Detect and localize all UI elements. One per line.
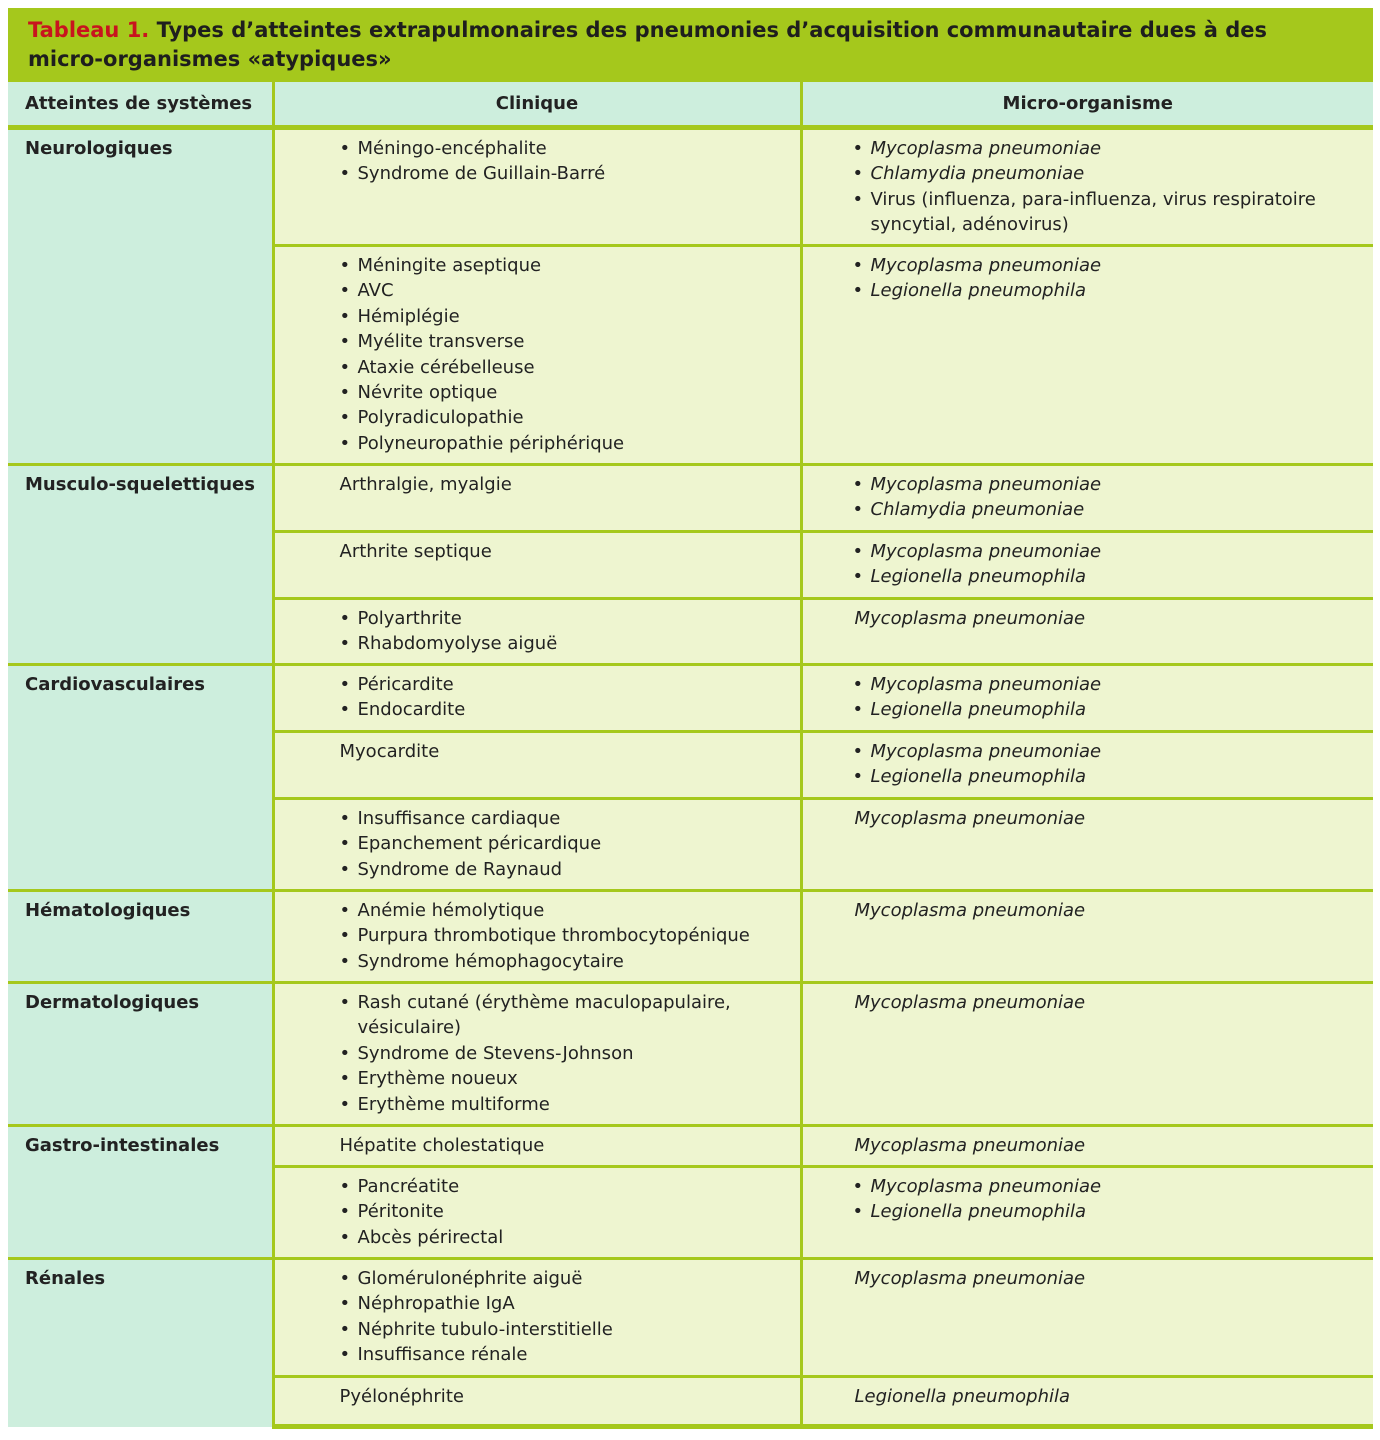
clinique-list: [340, 672, 800, 723]
list-item: • Péricardite: [340, 672, 800, 697]
list-item: [853, 564, 1374, 589]
list-item: • Méningite aseptique: [340, 253, 800, 278]
micro-organisme-cell: [801, 799, 1373, 891]
list-item: [853, 161, 1374, 186]
list-item: • Anémie hémolytique: [340, 898, 800, 923]
list-item: • Erythème multiforme: [340, 1092, 800, 1117]
clinique-cell: [273, 983, 801, 1126]
data-table: [8, 82, 1373, 1429]
table-figure: [8, 8, 1373, 1429]
clinique-list: [340, 136, 800, 187]
clinique-cell: Arthralgie, myalgie: [273, 465, 801, 532]
table-row: [8, 1126, 1373, 1167]
header-systemes: Atteintes de systèmes: [8, 82, 273, 128]
organism-name: Legionella pneumophila: [870, 1201, 1087, 1223]
title-text-line1: Types d’atteintes extrapulmonaires des pneumonies d’acquisition communautaire dues à des: [156, 18, 1268, 42]
clinique-list: [340, 1266, 800, 1368]
table-row: [8, 665, 1373, 732]
list-item: • Insuffisance cardiaque: [340, 806, 800, 831]
micro-organisme-cell: [801, 891, 1373, 983]
list-item: • AVC: [340, 278, 800, 303]
micro-organisme-list: [853, 739, 1374, 790]
micro-organisme-cell: [801, 532, 1373, 599]
list-item: • Ataxie cérébelleuse: [340, 355, 800, 380]
system-cell: Dermatologiques: [8, 983, 273, 1126]
list-item: [853, 1199, 1374, 1224]
system-cell: Musculo-squelettiques: [8, 465, 273, 665]
organism-name: Mycoplasma pneumoniae: [870, 541, 1102, 562]
micro-organisme-cell: [801, 1126, 1373, 1167]
organism-name: Mycoplasma pneumoniae: [854, 608, 1086, 629]
list-item: • Glomérulonéphrite aiguë: [340, 1266, 800, 1291]
micro-organisme-cell: [801, 732, 1373, 799]
clinique-cell: [273, 1167, 801, 1259]
header-clinique: Clinique: [273, 82, 801, 128]
micro-organisme-cell: [801, 1377, 1373, 1427]
table-row: [8, 465, 1373, 532]
list-item: [853, 1174, 1374, 1199]
clinique-list: [340, 806, 800, 882]
list-item: [853, 764, 1374, 789]
micro-organisme-cell: [801, 246, 1373, 465]
clinique-cell: [273, 665, 801, 732]
header-micro-organisme: Micro-organisme: [801, 82, 1373, 128]
micro-organisme-list: [853, 672, 1374, 723]
list-item: • Insuffisance rénale: [340, 1342, 800, 1367]
micro-organisme-cell: [801, 465, 1373, 532]
organism-name: Mycoplasma pneumoniae: [854, 900, 1086, 921]
list-item: • Rhabdomyolyse aiguë: [340, 631, 800, 656]
list-item: • Rash cutané (érythème maculopapulaire, vésiculaire): [340, 990, 800, 1041]
clinique-list: [340, 990, 800, 1117]
organism-name: Legionella pneumophila: [870, 566, 1087, 588]
table-body: [8, 128, 1373, 1427]
organism-name: Chlamydia pneumoniae: [870, 163, 1085, 185]
system-cell: Cardiovasculaires: [8, 665, 273, 891]
organism-name: Chlamydia pneumoniae: [870, 499, 1085, 521]
list-item: • Syndrome de Stevens-Johnson: [340, 1041, 800, 1066]
clinique-cell: Pyélonéphrite: [273, 1377, 801, 1427]
clinique-list: [340, 898, 800, 974]
list-item: • Hémiplégie: [340, 304, 800, 329]
list-item: • Syndrome de Guillain-Barré: [340, 161, 800, 186]
table-label: Tableau 1.: [28, 18, 150, 42]
organism-name: Legionella pneumophila: [870, 280, 1087, 302]
list-item: [853, 136, 1374, 161]
micro-organisme-list: [853, 1174, 1374, 1225]
list-item: • Pancréatite: [340, 1174, 800, 1199]
table-row: [8, 1259, 1373, 1377]
list-item: • Syndrome hémophagocytaire: [340, 949, 800, 974]
list-item: • Polyarthrite: [340, 606, 800, 631]
micro-organisme-cell: [801, 983, 1373, 1126]
organism-name: Mycoplasma pneumoniae: [870, 138, 1102, 159]
organism-name: Mycoplasma pneumoniae: [854, 1135, 1086, 1156]
list-item: [853, 739, 1374, 764]
micro-organisme-cell: [801, 1259, 1373, 1377]
organism-name: Legionella pneumophila: [870, 699, 1087, 721]
micro-organisme-list: [853, 539, 1374, 590]
table-title: [8, 8, 1373, 82]
list-item: • Péritonite: [340, 1199, 800, 1224]
list-item: [853, 497, 1374, 522]
list-item: • Névrite optique: [340, 380, 800, 405]
list-item: [853, 697, 1374, 722]
clinique-list: [340, 1174, 800, 1250]
clinique-cell: [273, 128, 801, 246]
table-row: [8, 983, 1373, 1126]
system-cell: Neurologiques: [8, 128, 273, 465]
clinique-cell: Myocardite: [273, 732, 801, 799]
micro-organisme-cell: [801, 665, 1373, 732]
list-item: • Néphrite tubulo-interstitielle: [340, 1317, 800, 1342]
organism-name: Mycoplasma pneumoniae: [870, 741, 1102, 762]
organism-name: Legionella pneumophila: [870, 766, 1087, 788]
system-cell: Rénales: [8, 1259, 273, 1427]
list-item: [853, 539, 1374, 564]
micro-organisme-cell: [801, 599, 1373, 665]
list-item: • Abcès périrectal: [340, 1225, 800, 1250]
organism-name: Legionella pneumophila: [854, 1386, 1071, 1407]
list-item: • Méningo-encéphalite: [340, 136, 800, 161]
organism-name: Mycoplasma pneumoniae: [870, 255, 1102, 276]
list-item: [853, 187, 1374, 238]
clinique-cell: [273, 599, 801, 665]
clinique-cell: [273, 246, 801, 465]
micro-organisme-cell: [801, 128, 1373, 246]
organism-name: Mycoplasma pneumoniae: [854, 992, 1086, 1013]
list-item: [853, 253, 1374, 278]
list-item: • Erythème noueux: [340, 1066, 800, 1091]
organism-name: Mycoplasma pneumoniae: [854, 808, 1086, 829]
clinique-cell: [273, 1259, 801, 1377]
list-item: • Polyradiculopathie: [340, 405, 800, 430]
list-item: • Endocardite: [340, 697, 800, 722]
list-item: • Myélite transverse: [340, 329, 800, 354]
list-item: • Polyneuropathie périphérique: [340, 431, 800, 456]
clinique-cell: [273, 891, 801, 983]
organism-name: Virus (influenza, para-influenza, virus respiratoire syncytial, adénovirus): [870, 188, 1316, 236]
system-cell: Hématologiques: [8, 891, 273, 983]
clinique-cell: [273, 799, 801, 891]
list-item: [853, 278, 1374, 303]
clinique-list: [340, 606, 800, 657]
list-item: • Purpura thrombotique thrombocytopénique: [340, 923, 800, 948]
organism-name: Mycoplasma pneumoniae: [870, 1176, 1102, 1197]
list-item: • Syndrome de Raynaud: [340, 857, 800, 882]
table-row: [8, 128, 1373, 246]
list-item: • Néphropathie IgA: [340, 1291, 800, 1316]
list-item: [853, 472, 1374, 497]
clinique-list: [340, 253, 800, 456]
micro-organisme-list: [853, 136, 1374, 238]
table-row: [8, 891, 1373, 983]
clinique-cell: Hépatite cholestatique: [273, 1126, 801, 1167]
system-cell: Gastro-intestinales: [8, 1126, 273, 1259]
organism-name: Mycoplasma pneumoniae: [870, 474, 1102, 495]
micro-organisme-list: [853, 253, 1374, 304]
micro-organisme-cell: [801, 1167, 1373, 1259]
title-text-line2: micro-organismes «atypiques»: [28, 47, 392, 71]
organism-name: Mycoplasma pneumoniae: [854, 1268, 1086, 1289]
list-item: [853, 672, 1374, 697]
header-row: [8, 82, 1373, 128]
micro-organisme-list: [853, 472, 1374, 523]
list-item: • Epanchement péricardique: [340, 831, 800, 856]
clinique-cell: Arthrite septique: [273, 532, 801, 599]
organism-name: Mycoplasma pneumoniae: [870, 674, 1102, 695]
